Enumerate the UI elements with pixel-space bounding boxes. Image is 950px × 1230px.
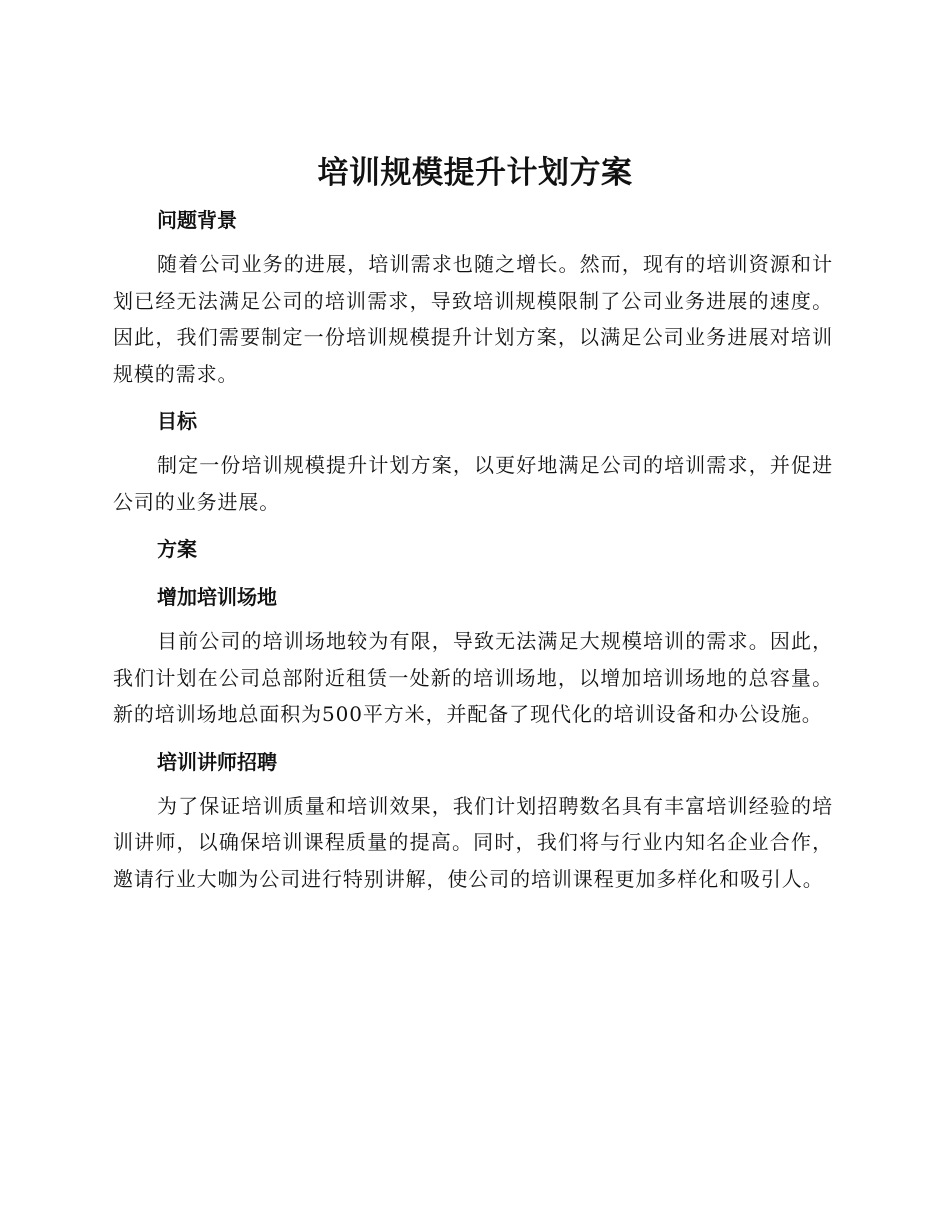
- section-heading-plan: 方案: [157, 537, 197, 561]
- paragraph-goal: 制定一份培训规模提升计划方案，以更好地满足公司的培训需求，并促进公司的业务进展。: [113, 453, 833, 514]
- paragraph-trainer: 为了保证培训质量和培训效果，我们计划招聘数名具有丰富培训经验的培训讲师，以确保培训课程质量的提高。同时，我们将与行业内知名企业合作，邀请行业大咖为公司进行特别讲解，使公司的培训课程更加多样化和吸引人。: [113, 793, 833, 891]
- section-heading-goal: 目标: [157, 409, 197, 433]
- document-body: [113, 196, 833, 897]
- section-heading-background: 问题背景: [157, 208, 237, 232]
- section-heading-venue: 增加培训场地: [157, 585, 277, 609]
- paragraph-venue: 目前公司的培训场地较为有限，导致无法满足大规模培训的需求。因此，我们计划在公司总部附近租赁一处新的培训场地，以增加培训场地的总容量。新的培训场地总面积为500平方米，并配备了现代化的培训设备和办公设施。: [113, 629, 833, 726]
- section-heading-trainer: 培训讲师招聘: [157, 749, 277, 774]
- document-title: 培训规模提升计划方案: [317, 155, 633, 191]
- paragraph-background: 随着公司业务的进展，培训需求也随之增长。然而，现有的培训资源和计划已经无法满足公司的培训需求，导致培训规模限制了公司业务进展的速度。因此，我们需要制定一份培训规模提升计划方案，以满足公司业务进展对培训规模的需求。: [113, 252, 833, 386]
